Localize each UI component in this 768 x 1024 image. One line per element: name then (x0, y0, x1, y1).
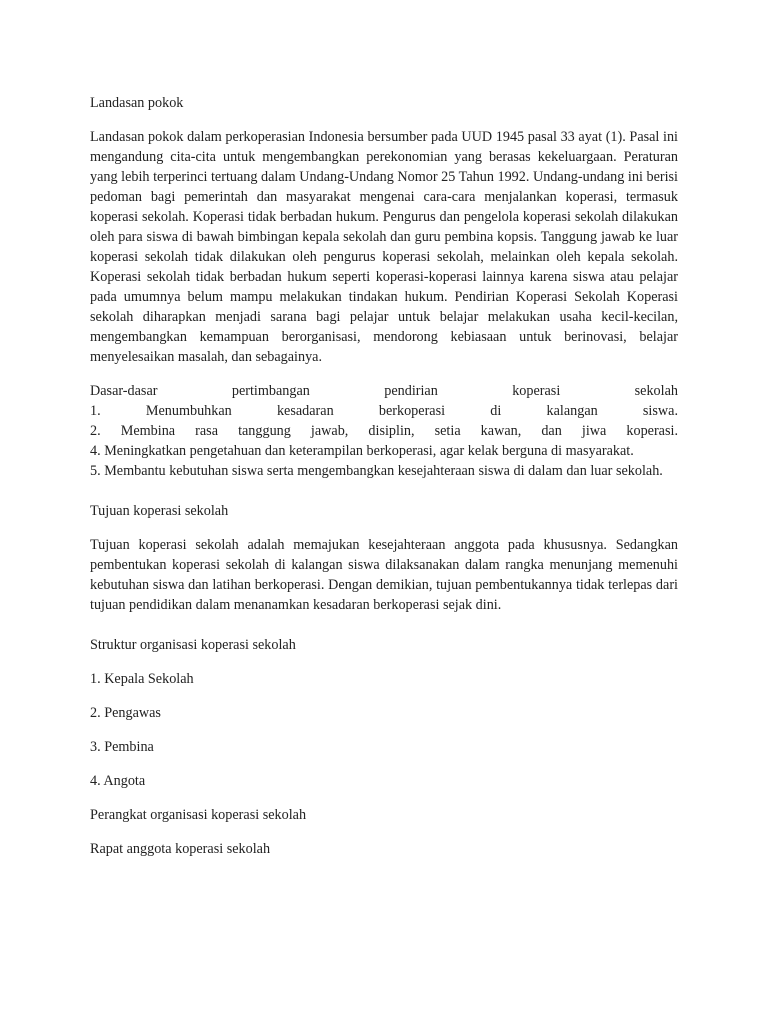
heading-rapat-anggota: Rapat anggota koperasi sekolah (90, 841, 271, 857)
list-item: 3. Pembina (90, 739, 154, 755)
heading-landasan-pokok: Landasan pokok (90, 95, 184, 111)
document-page (90, 93, 678, 873)
paragraph-tujuan-koperasi: Tujuan koperasi sekolah adalah memajukan kesejahteraan anggota pada khususnya. Sedangkan pembentukan koperasi sekolah di kalangan siswa dilaksanakan dalam rangka menunjang memenuhi kebutuhan siswa dan latihan berkoperasi. Dengan demikian, tujuan pembentukannya tidak terlepas dari tujuan pendidikan dalam menanamkan kesadaran berkoperasi sejak dini. (90, 537, 678, 613)
heading-perangkat-organisasi: Perangkat organisasi koperasi sekolah (90, 807, 307, 823)
heading-tujuan-koperasi: Tujuan koperasi sekolah (90, 503, 229, 519)
heading-struktur-organisasi: Struktur organisasi koperasi sekolah (90, 637, 296, 653)
paragraph-landasan-pokok: Landasan pokok dalam perkoperasian Indonesia bersumber pada UUD 1945 pasal 33 ayat (1). Pasal ini mengandung cita-cita untuk mengembangkan perekonomian yang berasas kekeluargaan. Peraturan yang lebih terperinci tertuang dalam Undang-Undang Nomor 25 Tahun 1992. Undang-undang ini berisi pedoman bagi pemerintah dan masyarakat mengenai cara-cara menjalankan koperasi, termasuk koperasi sekolah. Koperasi tidak berbadan hukum. Pengurus dan pengelola koperasi sekolah dilakukan oleh para siswa di bawah bimbingan kepala sekolah dan guru pembina kopsis. Tanggung jawab ke luar koperasi sekolah tidak dilakukan oleh pengurus koperasi sekolah, melainkan oleh kepala sekolah. Koperasi sekolah tidak berbadan hukum seperti koperasi-koperasi lainnya karena siswa atau pelajar pada umumnya belum mampu melakukan tindakan hukum. Pendirian Koperasi Sekolah Koperasi sekolah diharapkan menjadi sarana bagi pelajar untuk belajar melakukan usaha kecil-kecilan, mengembangkan kemampuan berorganisasi, mendorong kebiasaan untuk berinovasi, belajar menyelesaikan masalah, dan sebagainya. (90, 129, 678, 365)
list-item: 5. Membantu kebutuhan siswa serta mengembangkan kesejahteraan siswa di dalam dan luar sekolah. (90, 463, 663, 479)
list-item: 4. Angota (90, 773, 146, 789)
list-dasar-pertimbangan (90, 381, 678, 481)
list-item: 1. Kepala Sekolah (90, 671, 194, 687)
list-item: 2. Pengawas (90, 705, 161, 721)
heading-dasar-pertimbangan: Dasar-dasar pertimbangan pendirian koperasi sekolah (90, 383, 678, 399)
list-item: 2. Membina rasa tanggung jawab, disiplin, setia kawan, dan jiwa koperasi. (90, 423, 678, 439)
list-item: 1. Menumbuhkan kesadaran berkoperasi di kalangan siswa. (90, 403, 678, 419)
list-item: 4. Meningkatkan pengetahuan dan keterampilan berkoperasi, agar kelak berguna di masyarakat. (90, 443, 634, 459)
